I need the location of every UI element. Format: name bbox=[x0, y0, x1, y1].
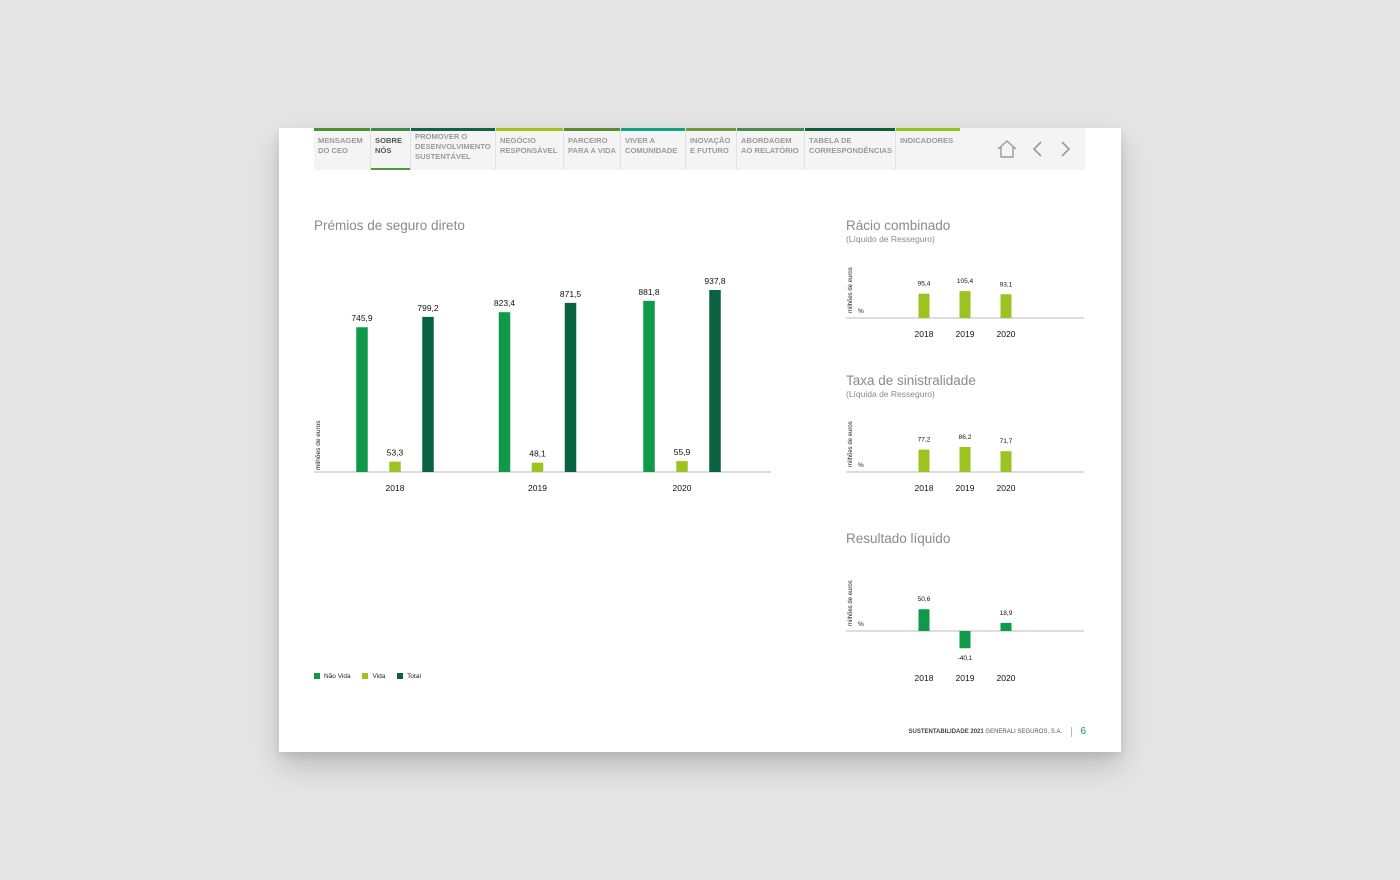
bar-2020 bbox=[1001, 623, 1012, 631]
footer-report-name: SUSTENTABILIDADE 2021 bbox=[908, 729, 984, 736]
unit-label: % bbox=[858, 308, 864, 315]
nav-tab-6[interactable] bbox=[620, 128, 685, 170]
nav-tab-8[interactable] bbox=[736, 128, 804, 170]
bar-total-2018 bbox=[422, 317, 434, 472]
data-label: 55,9 bbox=[673, 447, 691, 458]
data-label: 881,8 bbox=[638, 286, 660, 297]
nav-tab-color-bar bbox=[621, 128, 685, 131]
nav-tab-5[interactable] bbox=[563, 128, 620, 170]
nav-tab-color-bar bbox=[496, 128, 563, 131]
main-bar-chart bbox=[314, 228, 784, 508]
data-label: 18,9 bbox=[999, 609, 1013, 617]
nav-tab-9[interactable] bbox=[804, 128, 895, 170]
chart-title-racio: Rácio combinado bbox=[846, 218, 951, 233]
data-label: 105,4 bbox=[956, 278, 974, 286]
nav-tab-label: PARCEIRO PARA A VIDA bbox=[568, 136, 616, 155]
nav-tab-10[interactable] bbox=[895, 128, 960, 170]
nav-tab-1[interactable] bbox=[314, 128, 370, 170]
bar-2018 bbox=[919, 294, 930, 318]
data-label: 823,4 bbox=[493, 298, 516, 309]
legend-item-nao-vida bbox=[314, 673, 351, 680]
bar-2018 bbox=[919, 450, 930, 472]
x-tick-label: 2018 bbox=[914, 483, 934, 493]
x-tick-label: 2020 bbox=[996, 483, 1016, 493]
bar-2018 bbox=[919, 609, 930, 631]
home-icon[interactable] bbox=[996, 138, 1018, 160]
y-axis-label: milhões de euros bbox=[848, 580, 854, 626]
data-label: 48,1 bbox=[529, 448, 546, 459]
legend-label: Não Vida bbox=[324, 673, 351, 680]
x-tick-label: 2020 bbox=[996, 673, 1016, 683]
bar-vida-2018 bbox=[389, 462, 401, 472]
x-tick-label: 2018 bbox=[914, 329, 934, 339]
bar-não-vida-2019 bbox=[499, 312, 511, 472]
chart-title-taxa: Taxa de sinistralidade bbox=[846, 373, 976, 388]
data-label: -40,1 bbox=[957, 655, 973, 663]
y-axis-label: milhões de euros bbox=[315, 420, 322, 470]
data-label: 871,5 bbox=[559, 288, 582, 299]
chart-title-resultado: Resultado líquido bbox=[846, 531, 951, 546]
data-label: 77,2 bbox=[917, 436, 931, 444]
bar-vida-2019 bbox=[532, 463, 544, 472]
taxa-sinistralidade-chart bbox=[846, 408, 1086, 498]
legend-label: Total bbox=[407, 673, 421, 680]
legend-item-vida bbox=[362, 673, 385, 680]
data-label: 86,2 bbox=[958, 434, 972, 442]
footer-company: GENERALI SEGUROS, S.A. bbox=[985, 729, 1063, 736]
bar-2019 bbox=[960, 631, 971, 648]
nav-tab-label: NEGÓCIO RESPONSÁVEL bbox=[500, 136, 558, 155]
nav-tab-color-bar bbox=[564, 128, 620, 131]
bar-2020 bbox=[1001, 294, 1012, 318]
data-label: 937,8 bbox=[704, 276, 726, 286]
report-page bbox=[279, 128, 1121, 752]
chevron-left-icon[interactable] bbox=[1027, 138, 1049, 160]
x-tick-label: 2018 bbox=[385, 483, 405, 493]
chart-subtitle-racio: (Líquido de Resseguro) bbox=[846, 234, 935, 244]
nav-tab-color-bar bbox=[805, 128, 895, 131]
data-label: 745,9 bbox=[351, 313, 373, 324]
bar-total-2020 bbox=[709, 290, 721, 472]
page-number: 6 bbox=[1080, 726, 1086, 737]
legend-item-total bbox=[397, 673, 421, 680]
legend-swatch bbox=[362, 673, 368, 679]
main-chart-legend bbox=[314, 673, 431, 685]
chevron-right-icon[interactable] bbox=[1054, 138, 1076, 160]
nav-tab-label: TABELA DE CORRESPONDÊNCIAS bbox=[809, 136, 893, 155]
bar-vida-2020 bbox=[676, 461, 688, 472]
nav-tab-color-bar bbox=[411, 128, 495, 131]
x-tick-label: 2019 bbox=[955, 329, 975, 339]
data-label: 71,7 bbox=[999, 438, 1013, 446]
x-tick-label: 2018 bbox=[914, 673, 934, 683]
page-footer bbox=[908, 726, 1086, 737]
nav-tab-color-bar bbox=[371, 128, 410, 131]
y-axis-label: milhões de euros bbox=[848, 421, 854, 467]
main-chart-title: Prémios de seguro direto bbox=[314, 218, 465, 233]
x-tick-label: 2019 bbox=[528, 483, 547, 493]
x-tick-label: 2020 bbox=[672, 483, 692, 493]
nav-tab-label: ABORDAGEM AO RELATÓRIO bbox=[741, 136, 799, 155]
footer-divider bbox=[1071, 727, 1072, 737]
data-label: 799,2 bbox=[417, 302, 439, 313]
nav-tab-2[interactable] bbox=[370, 128, 410, 170]
nav-tab-color-bar bbox=[896, 128, 960, 131]
nav-tab-color-bar bbox=[686, 128, 736, 131]
bar-total-2019 bbox=[565, 303, 577, 472]
x-tick-label: 2020 bbox=[996, 329, 1016, 339]
legend-swatch bbox=[397, 673, 403, 679]
bar-não-vida-2020 bbox=[643, 301, 655, 472]
legend-swatch bbox=[314, 673, 320, 679]
bar-2019 bbox=[960, 291, 971, 318]
resultado-liquido-chart bbox=[846, 566, 1086, 691]
nav-tab-label: VIVER A COMUNIDADE bbox=[625, 136, 678, 155]
nav-tab-label: SOBRE NÓS bbox=[375, 136, 403, 155]
nav-tab-7[interactable] bbox=[685, 128, 736, 170]
nav-tab-4[interactable] bbox=[495, 128, 563, 170]
nav-tab-label: MENSAGEM DO CEO bbox=[318, 136, 363, 155]
nav-tab-color-bar bbox=[314, 128, 370, 131]
nav-tab-3[interactable] bbox=[410, 128, 495, 170]
top-navigation bbox=[314, 128, 1085, 170]
active-tab-underline bbox=[371, 168, 410, 170]
nav-tab-label: INOVAÇÃO E FUTURO bbox=[690, 136, 731, 155]
data-label: 93,1 bbox=[999, 281, 1013, 289]
data-label: 95,4 bbox=[917, 280, 931, 288]
nav-tab-label: PROMOVER O DESENVOLVIMENTO SUSTENTÁVEL bbox=[415, 132, 491, 161]
y-axis-label: milhões de euros bbox=[848, 267, 854, 313]
nav-tab-label: INDICADORES bbox=[900, 136, 954, 145]
bar-2020 bbox=[1001, 451, 1012, 472]
data-label: 50,6 bbox=[917, 596, 931, 604]
x-tick-label: 2019 bbox=[955, 673, 975, 683]
x-tick-label: 2019 bbox=[955, 483, 975, 493]
racio-combinado-chart bbox=[846, 253, 1086, 343]
unit-label: % bbox=[858, 621, 864, 628]
chart-subtitle-taxa: (Líquida de Resseguro) bbox=[846, 389, 935, 399]
legend-label: Vida bbox=[372, 673, 386, 680]
unit-label: % bbox=[858, 462, 864, 469]
nav-tab-color-bar bbox=[737, 128, 804, 131]
bar-2019 bbox=[960, 447, 971, 472]
data-label: 53,3 bbox=[386, 447, 404, 458]
bar-não-vida-2018 bbox=[356, 327, 368, 472]
